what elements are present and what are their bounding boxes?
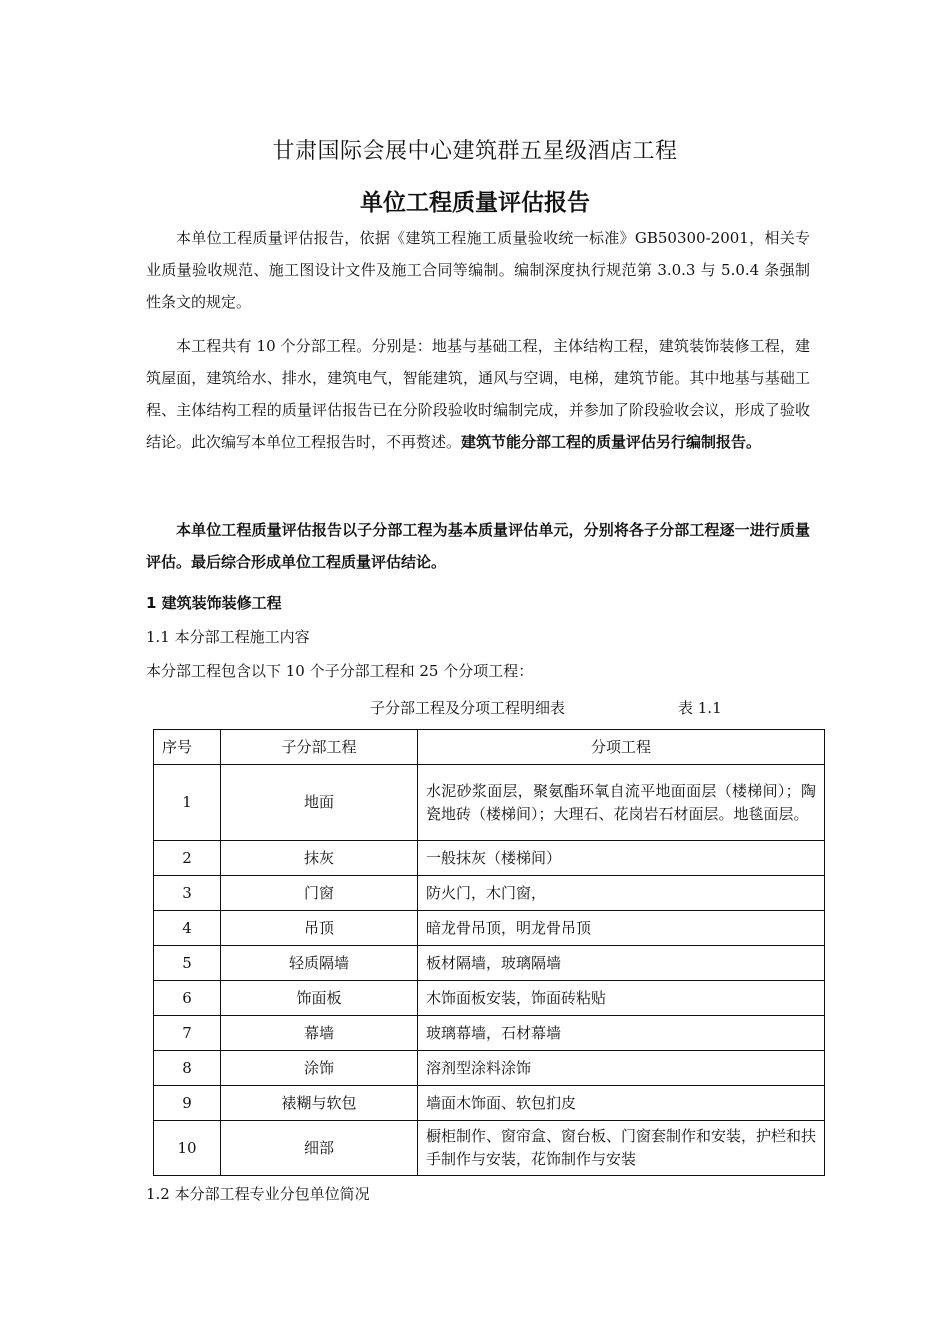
- table-caption: 子分部工程及分项工程明细表: [370, 699, 566, 717]
- cell-items: 溶剂型涂料涂饰: [418, 1051, 825, 1086]
- header-items: 分项工程: [418, 730, 825, 765]
- cell-sub-division: 饰面板: [221, 981, 418, 1016]
- cell-sub-division: 吊顶: [221, 911, 418, 946]
- cell-items: 一般抹灰（楼梯间）: [418, 841, 825, 876]
- table-row: [154, 981, 825, 1016]
- cell-sub-division: 门窗: [221, 876, 418, 911]
- cell-no: 2: [154, 841, 221, 876]
- table-row: [154, 1051, 825, 1086]
- paragraph-method: 本单位工程质量评估报告以子分部工程为基本质量评估单元，分别将各子分部工程逐一进行质量评估。最后综合形成单位工程质量评估结论。: [146, 521, 810, 571]
- cell-items: 墙面木饰面、软包扪皮: [418, 1086, 825, 1121]
- cell-sub-division: 裱糊与软包: [221, 1086, 418, 1121]
- header-sub-division: 子分部工程: [221, 730, 418, 765]
- table-row: [154, 1086, 825, 1121]
- cell-no: 1: [154, 765, 221, 841]
- cell-sub-division: 细部: [221, 1121, 418, 1176]
- cell-sub-division: 幕墙: [221, 1016, 418, 1051]
- cell-sub-division: 轻质隔墙: [221, 946, 418, 981]
- table-row: [154, 1121, 825, 1176]
- cell-no: 8: [154, 1051, 221, 1086]
- cell-items: 板材隔墙，玻璃隔墙: [418, 946, 825, 981]
- section-1-2-heading: 1.2 本分部工程专业分包单位简况: [146, 1185, 370, 1203]
- table-row: [154, 946, 825, 981]
- cell-no: 6: [154, 981, 221, 1016]
- table-header-row: [154, 730, 825, 765]
- cell-no: 4: [154, 911, 221, 946]
- cell-items: 暗龙骨吊顶，明龙骨吊顶: [418, 911, 825, 946]
- report-title: 单位工程质量评估报告: [360, 190, 590, 216]
- section-1-1-heading: 1.1 本分部工程施工内容: [146, 628, 310, 646]
- cell-no: 5: [154, 946, 221, 981]
- table-row: [154, 911, 825, 946]
- paragraph-scope-bold-note: 建筑节能分部工程的质量评估另行编制报告。: [461, 433, 762, 451]
- table-row: [154, 876, 825, 911]
- section-1-heading: 1 建筑装饰装修工程: [146, 594, 282, 612]
- header-no: 序号: [154, 730, 221, 765]
- cell-no: 7: [154, 1016, 221, 1051]
- table-row: [154, 841, 825, 876]
- cell-items: 橱柜制作、窗帘盒、窗台板、门窗套制作和安装，护栏和扶手制作与安装，花饰制作与安装: [418, 1121, 825, 1176]
- cell-sub-division: 地面: [221, 765, 418, 841]
- section-1-1-intro: 本分部工程包含以下 10 个子分部工程和 25 个分项工程：: [146, 662, 534, 680]
- cell-items: 木饰面板安装，饰面砖粘贴: [418, 981, 825, 1016]
- cell-items: 防火门，木门窗，: [418, 876, 825, 911]
- paragraph-scope: [146, 330, 810, 458]
- paragraph-scope-text: 本工程共有 10 个分部工程。分别是：地基与基础工程，主体结构工程，建筑装饰装修工程，建筑屋面，建筑给水、排水，建筑电气，智能建筑，通风与空调，电梯，建筑节能。其中地基与基础工程、主体结构工程的质量评估报告已在分阶段验收时编制完成，并参加了阶段验收会议，形成了验收结论。此次编写本单位工程报告时，不再赘述。: [146, 337, 810, 451]
- cell-sub-division: 抹灰: [221, 841, 418, 876]
- cell-no: 10: [154, 1121, 221, 1176]
- table-number: 表 1.1: [678, 699, 722, 717]
- cell-items: 玻璃幕墙，石材幕墙: [418, 1016, 825, 1051]
- cell-sub-division: 涂饰: [221, 1051, 418, 1086]
- cell-items: 水泥砂浆面层，聚氨酯环氧自流平地面面层（楼梯间）；陶瓷地砖（楼梯间）；大理石、花岗岩石材面层。地毯面层。: [418, 765, 825, 841]
- cell-no: 3: [154, 876, 221, 911]
- paragraph-basis: 本单位工程质量评估报告，依据《建筑工程施工质量验收统一标准》GB50300-2001，相关专业质量验收规范、施工图设计文件及施工合同等编制。编制深度执行规范第 3.0.3 与 5.0.4 条强制性条文的规定。: [146, 229, 810, 311]
- sub-division-table: [153, 729, 825, 1176]
- table-row: [154, 1016, 825, 1051]
- table-row: [154, 765, 825, 841]
- project-title: 甘肃国际会展中心建筑群五星级酒店工程: [272, 139, 678, 164]
- cell-no: 9: [154, 1086, 221, 1121]
